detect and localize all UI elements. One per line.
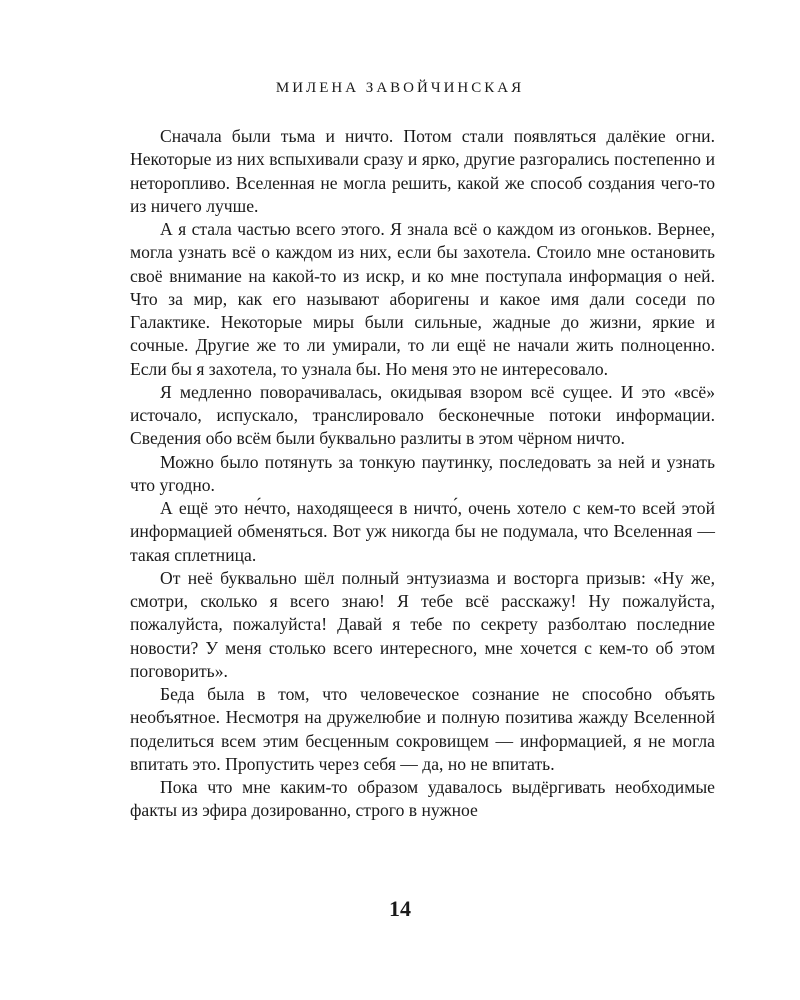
running-header-author: МИЛЕНА ЗАВОЙЧИНСКАЯ (275, 80, 525, 96)
page-number: 14 (389, 896, 411, 921)
paragraph: Пока что мне каким-то образом удавалось выдёргивать необходимые факты из эфира дозированно, строго в нужное (130, 777, 715, 821)
paragraph: А я стала частью всего этого. Я знала всё о каждом из огоньков. Вернее, могла узнать всё о каждом из них, если бы захотела. Стоило мне остановить своё внимание на какой-то из искр, и ко мне поступала информация о ней. Что за мир, как его называют аборигены и какое имя дали соседи по Галактике. Некоторые миры были сильные, жадные до жизни, яркие и сочные. Другие же то ли умирали, то ли ещё не начали жить полноценно. Если бы я захотела, то узнала бы. Но меня это не интересовало. (130, 219, 715, 379)
paragraph: А ещё это не́что, находящееся в ничто́, очень хотело с кем-то всей этой информацией обменяться. Вот уж никогда бы не подумала, что Вселенная — такая сплетница. (130, 498, 715, 565)
body-text (130, 125, 715, 823)
paragraph: Можно было потянуть за тонкую паутинку, последовать за ней и узнать что угодно. (130, 451, 715, 495)
paragraph: Беда была в том, что человеческое сознание не способно объять необъятное. Несмотря на дружелюбие и полную позитива жажду Вселенной поделиться всем этим бесценным сокровищем — информацией, я не могла впитать это. Пропустить через себя — да, но не впитать. (130, 684, 715, 774)
paragraph: От неё буквально шёл полный энтузиазма и восторга призыв: «Ну же, смотри, сколько я всего знаю! Я тебе всё расскажу! Ну пожалуйста, пожалуйста, пожалуйста! Давай я тебе по секрету разболтаю последние новости? У меня столько всего интересного, мне хочется с кем-то об этом поговорить». (130, 567, 715, 681)
paragraph: Сначала были тьма и ничто. Потом стали появляться далёкие огни. Некоторые из них вспыхивали сразу и ярко, другие разгорались постепенно и неторопливо. Вселенная не могла решить, какой же способ создания чего-то из ничего лучше. (130, 126, 715, 216)
paragraph: Я медленно поворачивалась, окидывая взором всё сущее. И это «всё» источало, испускало, транслировало бесконечные потоки информации. Сведения обо всём были буквально разлиты в этом чёрном ничто. (130, 381, 715, 449)
